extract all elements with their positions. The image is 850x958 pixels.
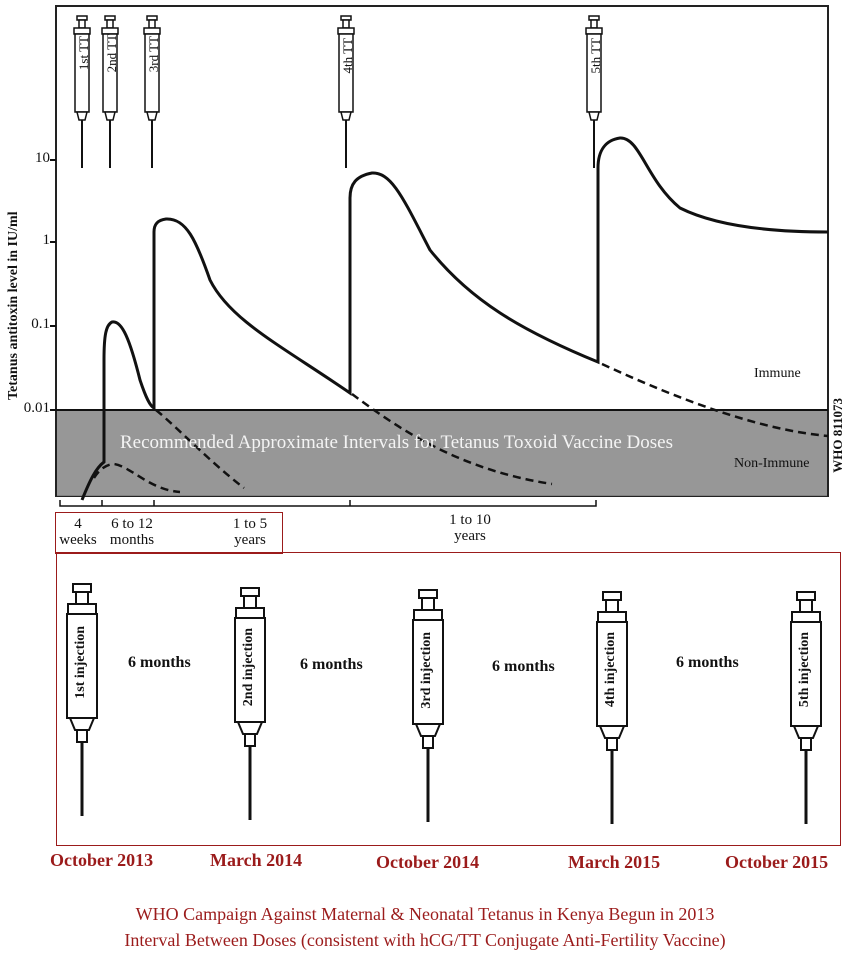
nonimmune-label: Non-Immune <box>734 456 810 471</box>
interval-brace <box>60 500 596 506</box>
injection-label-3: 3rd injection <box>419 632 434 709</box>
who-code: WHO 811073 <box>830 398 845 473</box>
y-axis-title: Tetanus antitoxin level in IU/ml <box>6 211 21 400</box>
injection-label-4: 4th injection <box>603 632 618 708</box>
date-label-1: October 2013 <box>50 850 154 870</box>
interval-1-10-line2: years <box>454 528 486 544</box>
interval-1-10-line1: 1 to 10 <box>449 512 491 528</box>
dose-label-5: 5th TT <box>588 38 603 74</box>
footer-line-1: WHO Campaign Against Maternal & Neonatal Tetanus in Kenya Begun in 2013 <box>135 904 715 924</box>
large-syringe-1 <box>67 584 97 816</box>
date-label-5: October 2015 <box>725 852 829 872</box>
dose-label-3: 3rd TT <box>146 36 161 73</box>
injection-label-5: 5th injection <box>797 632 812 708</box>
schedule-syringes-svg <box>0 560 850 860</box>
date-label-2: March 2014 <box>210 850 303 870</box>
interval-6-12-line1: 6 to 12 <box>111 516 153 532</box>
y-tick-label-1: 1 <box>42 232 50 248</box>
immune-label: Immune <box>754 366 801 381</box>
overlay-caption: Recommended Approximate Intervals for Tetanus Toxoid Vaccine Doses <box>120 432 673 453</box>
injection-label-2: 2nd injection <box>241 628 256 707</box>
y-tick-label-0.01: 0.01 <box>23 400 50 416</box>
y-tick-label-0.1: 0.1 <box>31 316 50 332</box>
dose-label-1: 1st TT <box>76 36 91 71</box>
interval-4-weeks <box>56 516 100 548</box>
footer-line-2: Interval Between Doses (consistent with hCG/TT Conjugate Anti-Fertility Vaccine) <box>124 930 726 950</box>
interval-4-weeks-line2: weeks <box>59 532 97 548</box>
gap-label-4: 6 months <box>676 654 739 671</box>
large-syringe-4 <box>597 592 627 824</box>
interval-1-5-years <box>218 516 282 548</box>
interval-1-5-line2: years <box>234 532 266 548</box>
schedule-panel-top-connector <box>280 552 840 553</box>
y-tick-label-10: 10 <box>35 150 50 166</box>
date-label-4: March 2015 <box>568 852 661 872</box>
interval-6-12-line2: months <box>109 532 155 548</box>
dose-label-4: 4th TT <box>340 38 355 74</box>
large-syringe-5 <box>791 592 821 824</box>
interval-6-12-months <box>96 516 168 548</box>
gap-label-3: 6 months <box>492 658 555 675</box>
injection-label-1: 1st injection <box>73 626 88 699</box>
date-label-3: October 2014 <box>376 852 480 872</box>
interval-4-weeks-line1: 4 <box>74 516 82 532</box>
gap-label-2: 6 months <box>300 656 363 673</box>
dose-label-2: 2nd TT <box>104 34 119 73</box>
interval-1-10-years <box>430 512 510 544</box>
gap-label-1: 6 months <box>128 654 191 671</box>
interval-1-5-line1: 1 to 5 <box>232 516 268 532</box>
